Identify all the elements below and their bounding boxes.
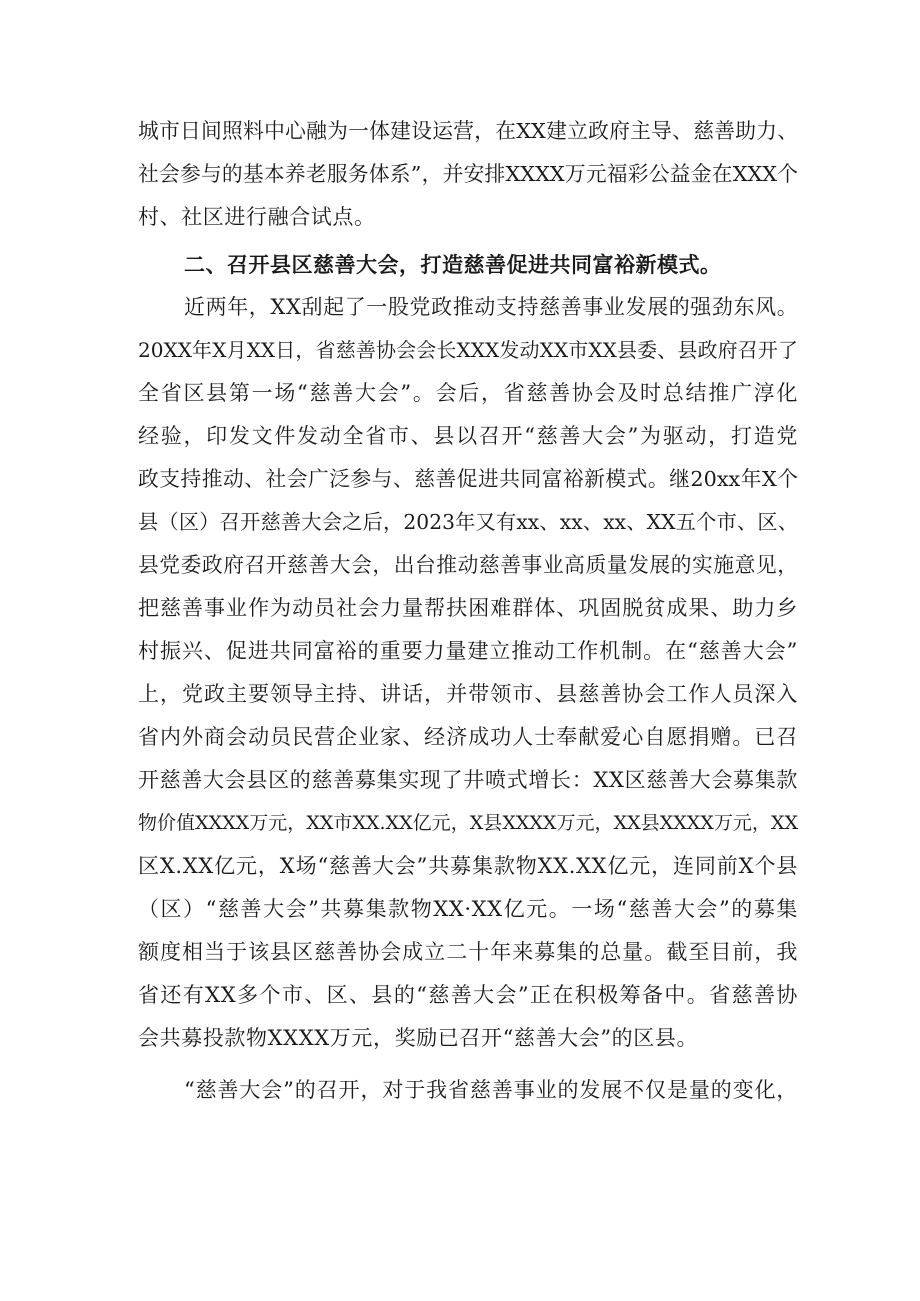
text-line: 政支持推动、社会广泛参与、慈善促进共同富裕新模式。继20xx年X个	[138, 467, 798, 491]
text-line: 经验，印发文件发动全省市、县以召开“慈善大会”为驱动，打造党	[138, 424, 798, 448]
text-line: 省内外商会动员民营企业家、经济成功人士奉献爱心自愿捐赠。已召	[138, 725, 798, 749]
text-line: 社会参与的基本养老服务体系”，并安排XXXX万元福彩公益金在XXX个	[138, 162, 798, 186]
text-line: 全省区县第一场“慈善大会”。会后，省慈善协会及时总结推广淳化	[138, 381, 798, 405]
text-line: 开慈善大会县区的慈善募集实现了井喷式增长：XX区慈善大会募集款	[138, 768, 798, 792]
text-line: 区X.XX亿元，X场“慈善大会”共募集款物XX.XX亿元，连同前X个县	[138, 854, 798, 878]
section-heading: 二、召开县区慈善大会，打造慈善促进共同富裕新模式。	[184, 253, 722, 277]
text-line: 省还有XX多个市、区、县的“慈善大会”正在积极筹备中。省慈善协	[138, 983, 798, 1007]
text-line: 县（区）召开慈善大会之后，2023年又有xx、xx、xx、XX五个市、区、	[138, 510, 798, 534]
text-line: 会共募投款物XXXX万元，奖励已召开“慈善大会”的区县。	[138, 1026, 699, 1050]
text-line: 20XX年X月XX日，省慈善协会会长XXX发动XX市XX县委、县政府召开了	[138, 338, 798, 362]
text-line: 县党委政府召开慈善大会，出台推动慈善事业高质量发展的实施意见，	[138, 553, 798, 577]
text-line: 物价值XXXX万元，XX市XX.XX亿元，X县XXXX万元，XX县XXXX万元，XX	[138, 812, 798, 834]
text-line: 村振兴、促进共同富裕的重要力量建立推动工作机制。在“慈善大会”	[138, 639, 798, 663]
text-line: 上，党政主要领导主持、讲话，并带领市、县慈善协会工作人员深入	[138, 682, 798, 706]
text-line: 村、社区进行融合试点。	[138, 205, 376, 229]
text-line: 把慈善事业作为动员社会力量帮扶困难群体、巩固脱贫成果、助力乡	[138, 596, 798, 620]
text-line: 额度相当于该县区慈善协会成立二十年来募集的总量。截至目前，我	[138, 940, 798, 964]
text-line: “慈善大会”的召开，对于我省慈善事业的发展不仅是量的变化，	[184, 1078, 798, 1102]
text-line: （区）“慈善大会”共募集款物XX·XX亿元。一场“慈善大会”的募集	[138, 897, 798, 921]
text-line: 城市日间照料中心融为一体建设运营，在XX建立政府主导、慈善助力、	[138, 119, 798, 143]
text-line: 近两年，XX刮起了一股党政推动支持慈善事业发展的强劲东风。	[184, 295, 799, 319]
